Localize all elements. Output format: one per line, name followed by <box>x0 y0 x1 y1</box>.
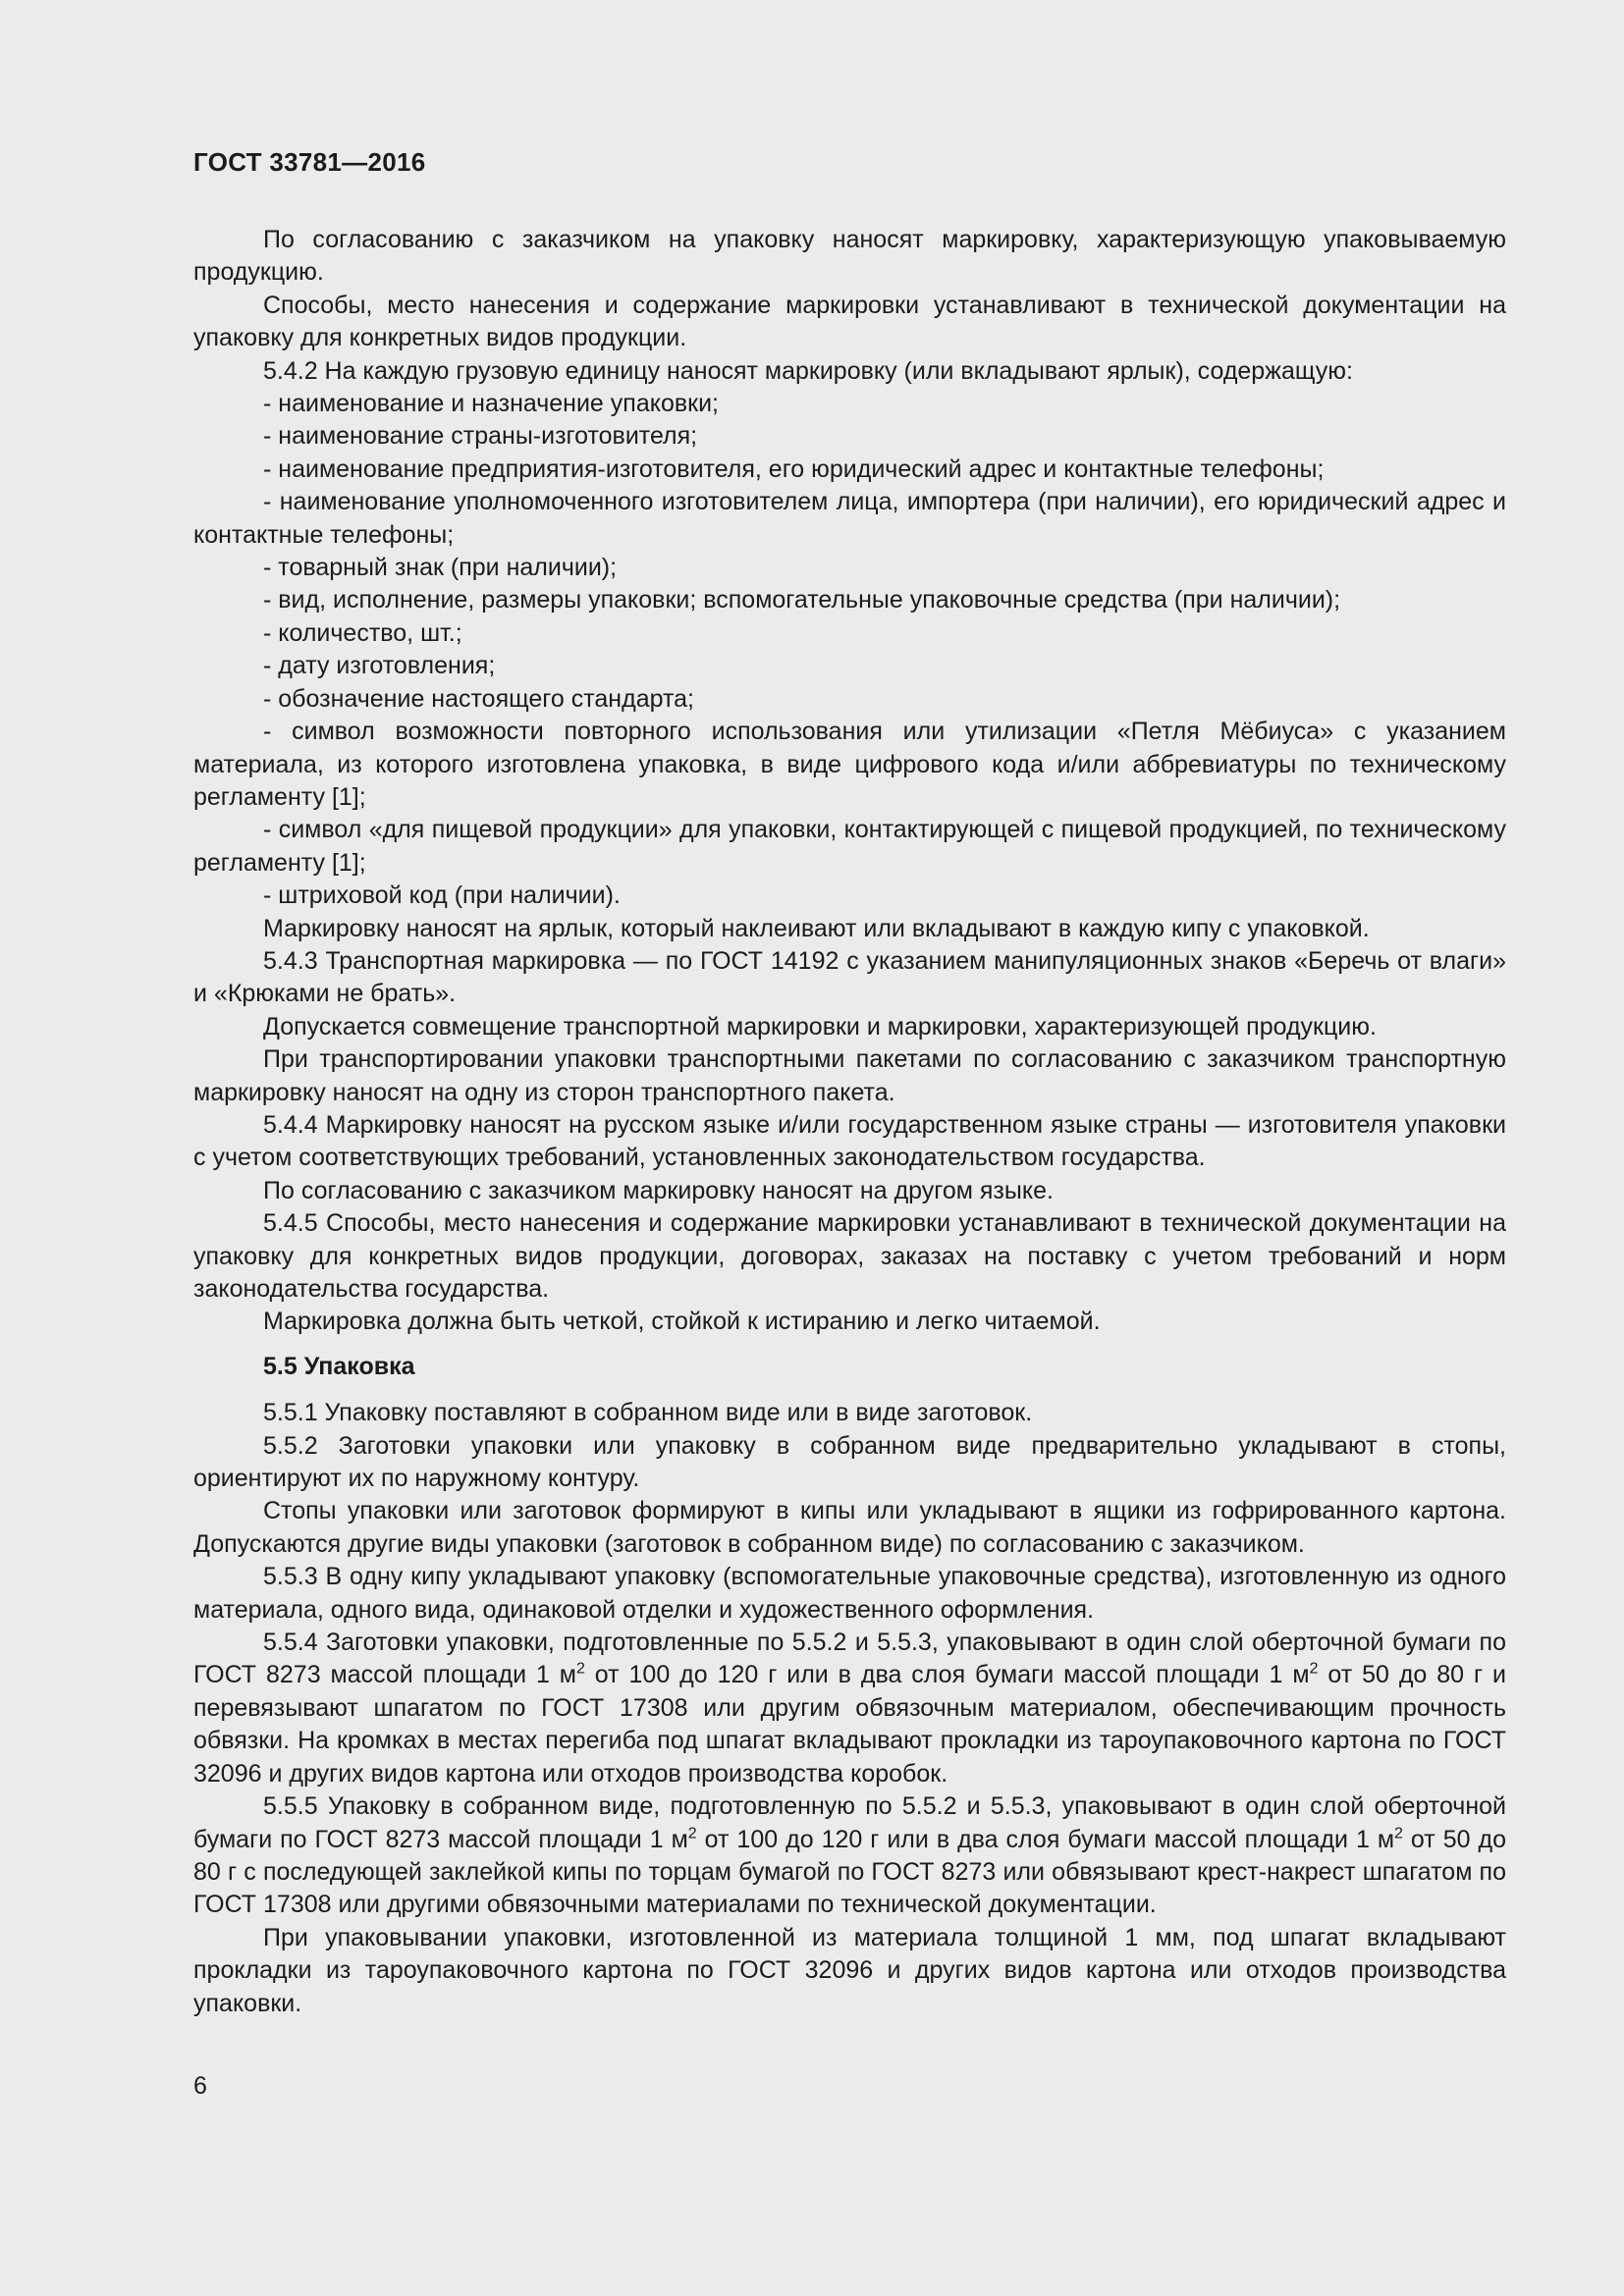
list-item: - количество, шт.; <box>263 618 462 647</box>
paragraph: Способы, место нанесения и содержание маркировки устанавливают в технической документации на упаковку для конкретных видов продукции. <box>193 291 1506 352</box>
text-run: 5.5.5 Упаковку в собранном виде, подготовленную по 5.5.2 и 5.5.3, упаковывают в один слой оберточной бумаги по ГОСТ 8273 массой площади 1 м <box>193 1792 1506 1853</box>
paragraph-5-5-5 <box>193 1790 1506 1922</box>
list-item: - наименование предприятия-изготовителя, его юридический адрес и контактные телефоны; <box>263 454 1325 483</box>
list-item: - символ возможности повторного использования или утилизации «Петля Мёбиуса» с указанием материала, из которого изготовлена упаковка, в виде цифрового кода и/или аббревиатуры по техническому регламенту [1]; <box>193 718 1506 811</box>
paragraph: 5.4.2 На каждую грузовую единицу наносят маркировку (или вкладывают ярлык), содержащую: <box>263 356 1353 385</box>
paragraph: 5.4.5 Способы, место нанесения и содержание маркировки устанавливают в технической документации на упаковку для конкретных видов продукции, договорах, заказах на поставку с учетом требований и норм законодательства государства. <box>193 1209 1506 1303</box>
list-item: - обозначение настоящего стандарта; <box>263 684 694 713</box>
paragraph: 5.4.3 Транспортная маркировка — по ГОСТ 14192 с указанием манипуляционных знаков «Беречь от влаги» и «Крюками не брать». <box>193 946 1506 1008</box>
paragraph: Стопы упаковки или заготовок формируют в кипы или укладывают в ящики из гофрированного картона. Допускаются другие виды упаковки (заготовок в собранном виде) по согласованию с заказчиком. <box>193 1497 1506 1558</box>
list-item: - штриховой код (при наличии). <box>263 881 621 910</box>
document-code-header: ГОСТ 33781—2016 <box>193 147 426 177</box>
text-run: от 50 до 80 г и перевязывают шпагатом по ГОСТ 17308 или другим обвязочным материалом, обеспечивающим прочность обвязки. На кромках в местах перегиба под шпагат вкладывают прокладки из тароупаковочного картона по ГОСТ 32096 и других видов картона или отходов производства коробок. <box>193 1661 1506 1788</box>
text-run: от 100 до 120 г или в два слоя бумаги массой площади 1 м <box>584 1661 1310 1689</box>
paragraph: По согласованию с заказчиком на упаковку наносят маркировку, характеризующую упаковываемую продукцию. <box>193 226 1506 287</box>
superscript: 2 <box>1394 1825 1403 1842</box>
text-run: 5.5.4 Заготовки упаковки, подготовленные по 5.5.2 и 5.5.3, упаковывают в один слой оберточной бумаги по ГОСТ 8273 массой площади 1 м <box>193 1629 1506 1689</box>
paragraph-5-5-4 <box>193 1627 1506 1790</box>
paragraph: При упаковывании упаковки, изготовленной из материала толщиной 1 мм, под шпагат вкладывают прокладки из тароупаковочного картона по ГОСТ 32096 и других видов картона или отходов производства упаковки. <box>193 1923 1506 2017</box>
paragraph: 5.5.1 Упаковку поставляют в собранном виде или в виде заготовок. <box>263 1399 1033 1427</box>
list-item: - вид, исполнение, размеры упаковки; вспомогательные упаковочные средства (при наличии); <box>263 586 1341 614</box>
text-run: от 100 до 120 г или в два слоя бумаги массой площади 1 м <box>696 1825 1395 1853</box>
list-item: - наименование и назначение упаковки; <box>263 390 719 418</box>
superscript: 2 <box>575 1661 585 1679</box>
paragraph: При транспортировании упаковки транспортными пакетами по согласованию с заказчиком транспортную маркировку наносят на одну из сторон транспортного пакета. <box>193 1045 1506 1106</box>
list-item: - символ «для пищевой продукции» для упаковки, контактирующей с пищевой продукцией, по техническому регламенту [1]; <box>193 816 1506 877</box>
paragraph: Допускается совмещение транспортной маркировки и маркировки, характеризующей продукцию. <box>263 1012 1377 1041</box>
paragraph: 5.5.3 В одну кипу укладывают упаковку (вспомогательные упаковочные средства), изготовленную из одного материала, одного вида, одинаковой отделки и художественного оформления. <box>193 1563 1506 1624</box>
text-run: от 50 до 80 г с последующей заклейкой кипы по торцам бумагой по ГОСТ 8273 или обвязывают крест-накрест шпагатом по ГОСТ 17308 или другими обвязочными материалами по технической документации. <box>193 1825 1506 1919</box>
superscript: 2 <box>687 1825 697 1842</box>
paragraph: Маркировка должна быть четкой, стойкой к истиранию и легко читаемой. <box>263 1308 1101 1336</box>
list-item: - дату изготовления; <box>263 652 496 680</box>
list-item: - наименование страны-изготовителя; <box>263 422 698 451</box>
paragraph: 5.5.2 Заготовки упаковки или упаковку в собранном виде предварительно укладывают в стопы, ориентируют их по наружному контуру. <box>193 1431 1506 1493</box>
page-number: 6 <box>193 2072 207 2100</box>
list-item: - наименование уполномоченного изготовителем лица, импортера (при наличии), его юридический адрес и контактные телефоны; <box>193 488 1506 549</box>
paragraph: По согласованию с заказчиком маркировку наносят на другом языке. <box>263 1176 1054 1204</box>
document-body <box>193 224 1506 2020</box>
section-heading: 5.5 Упаковка <box>263 1352 415 1380</box>
superscript: 2 <box>1309 1661 1319 1679</box>
paragraph: 5.4.4 Маркировку наносят на русском языке и/или государственном языке страны — изготовителя упаковки с учетом соответствующих требований, установленных законодательством государства. <box>193 1110 1506 1172</box>
paragraph: Маркировку наносят на ярлык, который наклеивают или вкладывают в каждую кипу с упаковкой. <box>263 914 1370 942</box>
list-item: - товарный знак (при наличии); <box>263 554 618 582</box>
